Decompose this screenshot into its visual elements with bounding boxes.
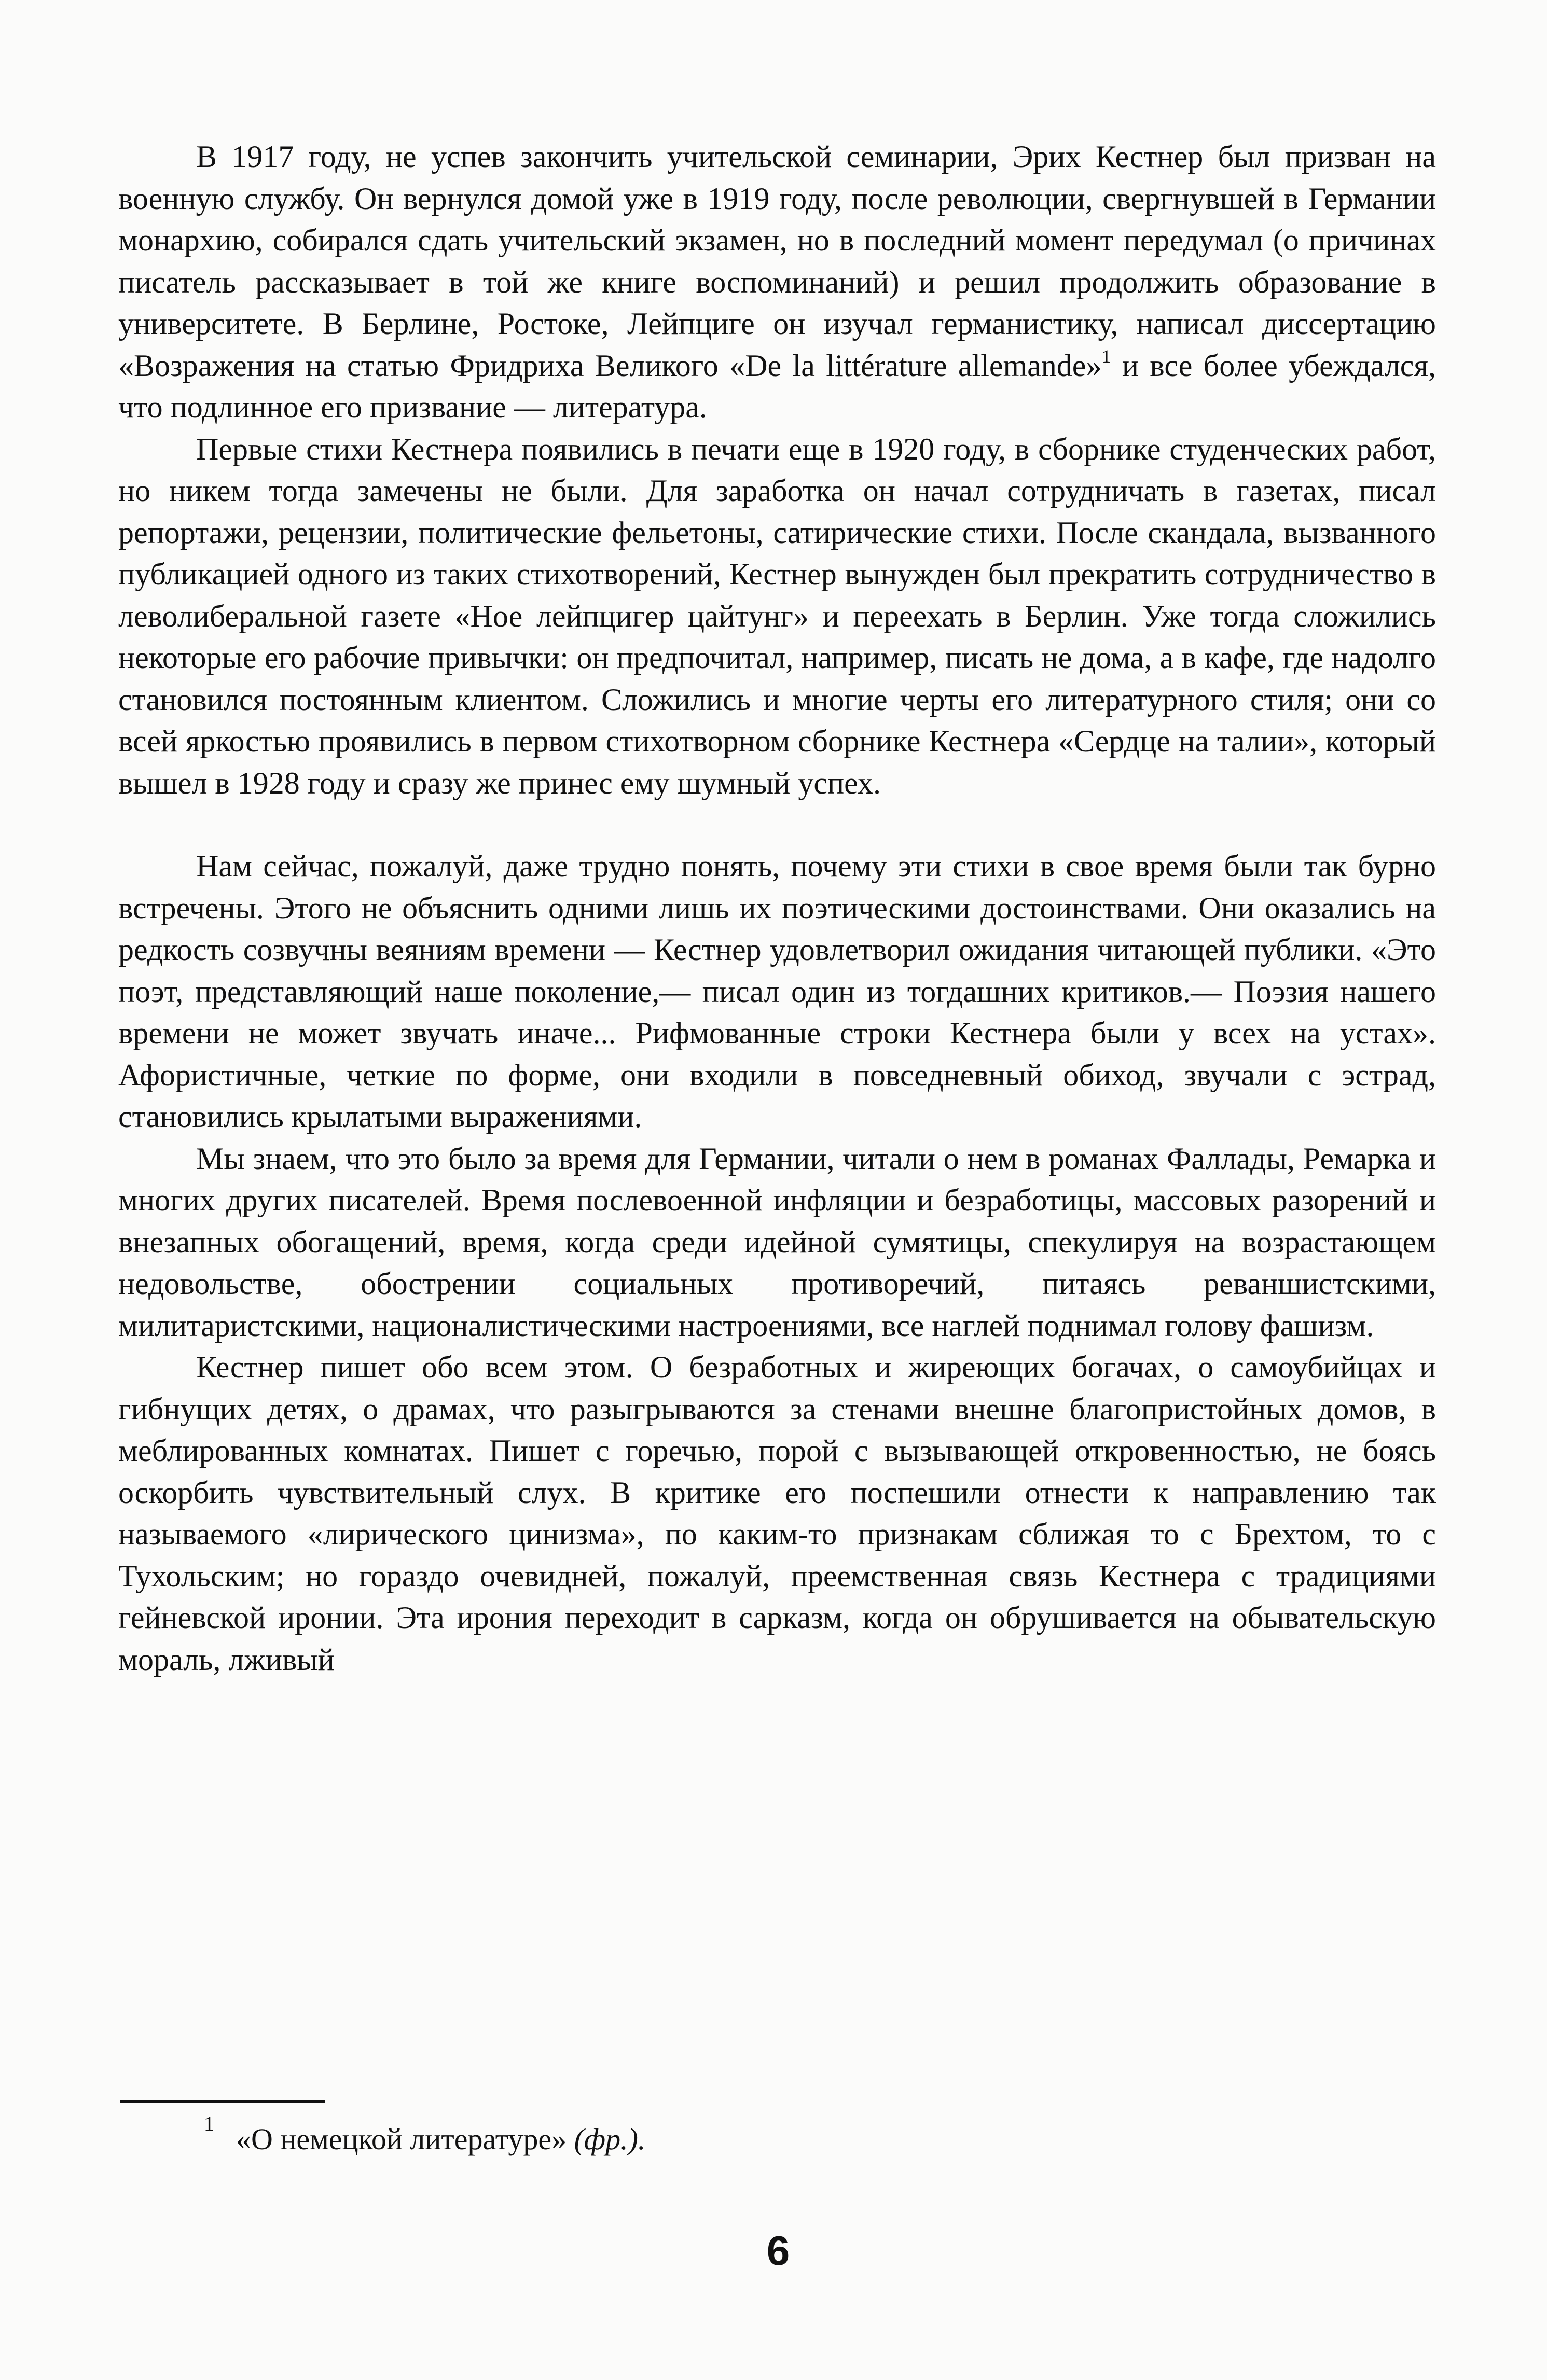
paragraph-2: Первые стихи Кестнера появились в печати еще в 1920 году, в сборнике студенческих работ, но никем тогда замечены не были. Для заработка он начал сотрудничать в газетах, писал репортажи, рецензии, политические фельетоны, сатирические стихи. После скандала, вызванного публикацией одного из таких стихотворений, Кестнер вынужден был прекратить сотрудничество в леволиберальной газете «Ное лейпцигер цайтунг» и переехать в Берлин. Уже тогда сложились некоторые его рабочие привычки: он предпочитал, например, писать не дома, а в кафе, где надолго становился постоянным клиентом. Сложились и многие черты его литературного стиля; они со всей яркостью проявились в первом стихотворном сборнике Кестнера «Сердце на талии», который вышел в 1928 году и сразу же принес ему шумный успех.: [118, 432, 1436, 800]
paragraph-1: [118, 136, 1436, 428]
paragraph-4: Мы знаем, что это было за время для Германии, читали о нем в романах Фаллады, Ремарка и многих других писателей. Время послевоенной инфляции и безработицы, массовых разорений и внезапных обогащений, время, когда среди идейной сумятицы, спекулируя на возрастающем недовольстве, обострении социальных противоречий, питаясь реваншистскими, милитаристскими, националистическими настроениями, все наглей поднимал голову фашизм.: [118, 1141, 1436, 1343]
footnote-reference: 1: [1101, 345, 1111, 367]
footnote-marker: 1: [204, 2112, 214, 2135]
paragraph-1-continuation: и все более убеждался, что подлинное его призвание — литература.: [118, 348, 1437, 424]
paragraph-1-text: В 1917 году, не успев закончить учительской семинарии, Эрих Кестнер был призван на военную службу. Он вернулся домой уже в 1919 году, после революции, свергнувшей в Германии монархию, собирался сдать учительский экзамен, но в последний момент передумал (о причинах писатель рассказывает в той же книге воспоминаний) и решил продолжить образование в университете. В Берлине, Ростоке, Лейпциге он изучал германистику, написал диссертацию «Возражения на статью Фридриха Великого «De la littérature allemande»: [118, 140, 1436, 383]
footnote-text: «О немецкой литературе»: [236, 2122, 567, 2156]
main-text: [118, 136, 1436, 1680]
footnote-divider: [120, 2100, 325, 2103]
footnote-text-wrap: [205, 2121, 645, 2158]
footnote: [204, 2112, 646, 2158]
paragraph-5: Кестнер пишет обо всем этом. О безработных и жиреющих богачах, о самоубийцах и гибнущих детях, о драмах, что разыгрываются за стенами внешне благопристойных домов, в меблированных комнатах. Пишет с горечью, порой с вызывающей откровенностью, не боясь оскорбить чувствительный слух. В критике его поспешили отнести к направлению так называемого «лирического цинизма», по каким-то признакам сближая то с Брехтом, то с Тухольским; но гораздо очевидней, пожалуй, преемственная связь Кестнера с традициями гейневской иронии. Эта ирония переходит в сарказм, когда он обрушивается на обывательскую мораль, лживый: [118, 1350, 1436, 1677]
paragraph-3: Нам сейчас, пожалуй, даже трудно понять, почему эти стихи в свое время были так бурно встречены. Этого не объяснить одними лишь их поэтическими достоинствами. Они оказались на редкость созвучны веяниям времени — Кестнер удовлетворил ожидания читающей публики. «Это поэт, представляющий наше поколение,— писал один из тогдашних критиков.— Поэзия нашего времени не может звучать иначе... Рифмованные строки Кестнера были у всех на устах». Афористичные, четкие по форме, они входили в повседневный обиход, звучали с эстрад, становились крылатыми выражениями.: [118, 849, 1436, 1134]
page-number: 6: [766, 2228, 790, 2274]
footnote-gloss: (фр.).: [574, 2122, 646, 2156]
